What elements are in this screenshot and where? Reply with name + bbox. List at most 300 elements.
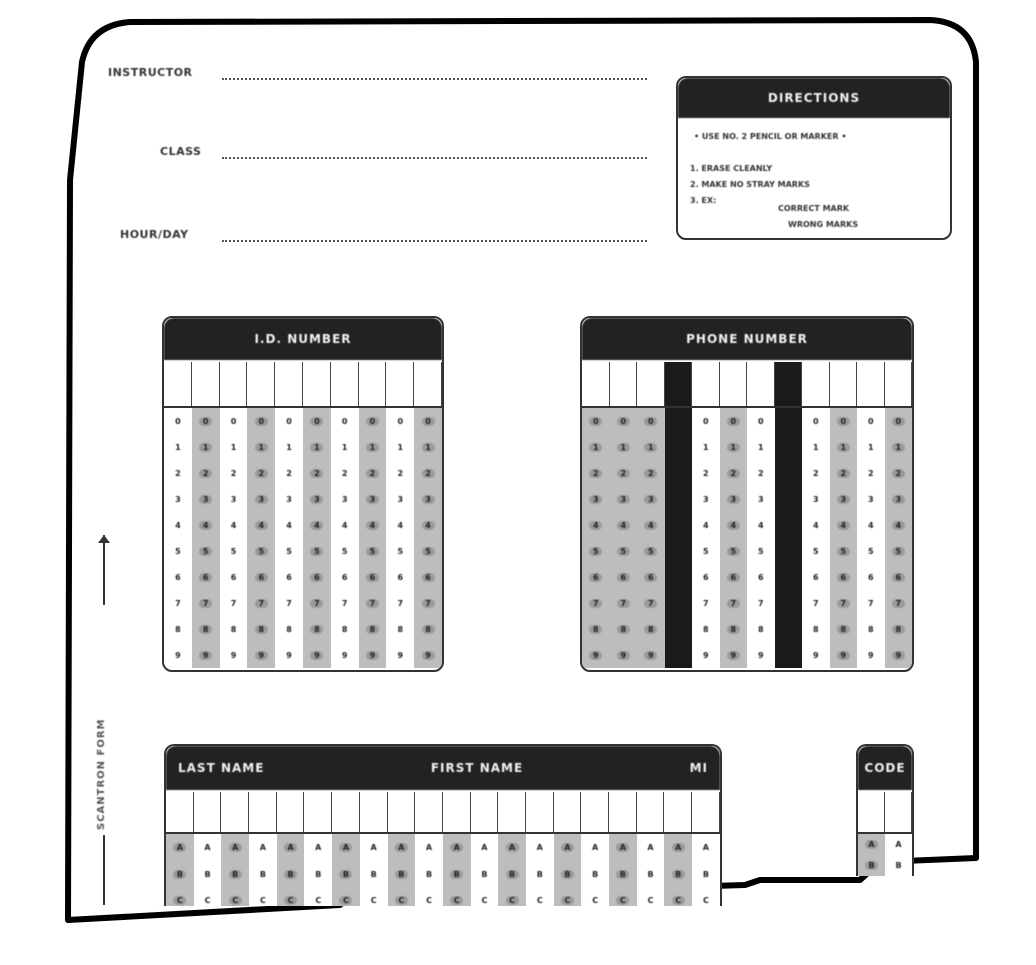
answer-bubble[interactable]: 7 xyxy=(275,590,303,616)
answer-bubble[interactable]: B xyxy=(471,861,499,888)
entry-box[interactable] xyxy=(554,792,582,832)
answer-bubble[interactable]: 9 xyxy=(720,642,748,668)
answer-bubble[interactable]: 8 xyxy=(747,616,775,642)
answer-bubble[interactable]: 4 xyxy=(692,512,720,538)
answer-bubble[interactable]: 2 xyxy=(331,460,359,486)
answer-bubble[interactable]: 2 xyxy=(386,460,414,486)
answer-bubble[interactable]: B xyxy=(858,855,885,876)
answer-bubble[interactable]: C xyxy=(194,887,222,906)
answer-bubble[interactable]: A xyxy=(415,834,443,861)
answer-bubble[interactable]: 6 xyxy=(637,564,665,590)
answer-bubble[interactable]: 0 xyxy=(885,408,913,434)
entry-box[interactable] xyxy=(720,362,748,406)
answer-bubble[interactable]: 5 xyxy=(386,538,414,564)
answer-bubble[interactable]: B xyxy=(554,861,582,888)
entry-box[interactable] xyxy=(303,362,331,406)
answer-bubble[interactable]: 4 xyxy=(303,512,331,538)
answer-bubble[interactable]: 9 xyxy=(414,642,442,668)
answer-bubble[interactable]: A xyxy=(609,834,637,861)
answer-bubble[interactable]: 8 xyxy=(275,616,303,642)
entry-box[interactable] xyxy=(747,362,775,406)
answer-bubble[interactable]: 6 xyxy=(720,564,748,590)
answer-bubble[interactable]: 8 xyxy=(720,616,748,642)
answer-bubble[interactable]: 2 xyxy=(164,460,192,486)
answer-bubble[interactable]: 4 xyxy=(275,512,303,538)
answer-bubble[interactable]: B xyxy=(332,861,360,888)
entry-box[interactable] xyxy=(415,792,443,832)
answer-bubble[interactable]: 7 xyxy=(692,590,720,616)
answer-bubble[interactable]: 0 xyxy=(192,408,220,434)
answer-bubble[interactable]: 5 xyxy=(192,538,220,564)
answer-bubble[interactable]: 4 xyxy=(582,512,610,538)
entry-box[interactable] xyxy=(858,792,885,832)
answer-bubble[interactable]: 1 xyxy=(275,434,303,460)
answer-bubble[interactable]: 2 xyxy=(720,460,748,486)
entry-box[interactable] xyxy=(581,792,609,832)
answer-bubble[interactable]: A xyxy=(360,834,388,861)
answer-bubble[interactable]: A xyxy=(166,834,194,861)
answer-bubble[interactable]: B xyxy=(249,861,277,888)
entry-box[interactable] xyxy=(166,792,194,832)
answer-bubble[interactable]: 6 xyxy=(192,564,220,590)
entry-box[interactable] xyxy=(221,792,249,832)
answer-bubble[interactable]: 7 xyxy=(857,590,885,616)
answer-bubble[interactable]: 6 xyxy=(220,564,248,590)
answer-bubble[interactable]: 8 xyxy=(414,616,442,642)
answer-bubble[interactable]: 3 xyxy=(610,486,638,512)
answer-bubble[interactable]: 1 xyxy=(720,434,748,460)
answer-bubble[interactable]: 5 xyxy=(692,538,720,564)
answer-bubble[interactable]: 7 xyxy=(414,590,442,616)
answer-bubble[interactable]: C xyxy=(221,887,249,906)
answer-bubble[interactable]: 2 xyxy=(359,460,387,486)
answer-bubble[interactable]: 1 xyxy=(220,434,248,460)
answer-bubble[interactable]: 5 xyxy=(164,538,192,564)
answer-bubble[interactable]: 8 xyxy=(192,616,220,642)
answer-bubble[interactable]: 5 xyxy=(857,538,885,564)
answer-bubble[interactable]: B xyxy=(443,861,471,888)
answer-bubble[interactable]: 1 xyxy=(802,434,830,460)
answer-bubble[interactable]: 2 xyxy=(830,460,858,486)
answer-bubble[interactable]: 0 xyxy=(720,408,748,434)
answer-bubble[interactable]: 5 xyxy=(637,538,665,564)
answer-bubble[interactable]: 1 xyxy=(386,434,414,460)
answer-bubble[interactable]: 9 xyxy=(331,642,359,668)
answer-bubble[interactable]: 5 xyxy=(414,538,442,564)
answer-bubble[interactable]: 4 xyxy=(359,512,387,538)
answer-bubble[interactable]: B xyxy=(388,861,416,888)
answer-bubble[interactable]: A xyxy=(692,834,720,861)
answer-bubble[interactable]: C xyxy=(277,887,305,906)
answer-bubble[interactable]: 9 xyxy=(386,642,414,668)
answer-bubble[interactable]: 9 xyxy=(220,642,248,668)
answer-bubble[interactable]: 0 xyxy=(220,408,248,434)
answer-bubble[interactable]: 4 xyxy=(192,512,220,538)
answer-bubble[interactable]: 8 xyxy=(857,616,885,642)
answer-bubble[interactable]: 6 xyxy=(414,564,442,590)
answer-bubble[interactable]: 2 xyxy=(247,460,275,486)
instructor-field[interactable] xyxy=(222,78,647,80)
answer-bubble[interactable]: 2 xyxy=(414,460,442,486)
answer-bubble[interactable]: B xyxy=(637,861,665,888)
answer-bubble[interactable]: 8 xyxy=(582,616,610,642)
answer-bubble[interactable]: 9 xyxy=(692,642,720,668)
answer-bubble[interactable]: 0 xyxy=(692,408,720,434)
answer-bubble[interactable]: 1 xyxy=(857,434,885,460)
entry-box[interactable] xyxy=(331,362,359,406)
entry-box[interactable] xyxy=(192,362,220,406)
answer-bubble[interactable]: 3 xyxy=(247,486,275,512)
answer-bubble[interactable]: 3 xyxy=(359,486,387,512)
entry-box[interactable] xyxy=(637,792,665,832)
answer-bubble[interactable]: 7 xyxy=(247,590,275,616)
answer-bubble[interactable]: 5 xyxy=(331,538,359,564)
entry-box[interactable] xyxy=(471,792,499,832)
answer-bubble[interactable]: 1 xyxy=(164,434,192,460)
answer-bubble[interactable]: A xyxy=(304,834,332,861)
answer-bubble[interactable]: 5 xyxy=(885,538,913,564)
answer-bubble[interactable]: A xyxy=(664,834,692,861)
answer-bubble[interactable]: 8 xyxy=(692,616,720,642)
entry-box[interactable] xyxy=(443,792,471,832)
answer-bubble[interactable]: 7 xyxy=(303,590,331,616)
answer-bubble[interactable]: 8 xyxy=(303,616,331,642)
hour-day-field[interactable] xyxy=(222,240,647,242)
answer-bubble[interactable]: 5 xyxy=(610,538,638,564)
answer-bubble[interactable]: A xyxy=(388,834,416,861)
class-field[interactable] xyxy=(222,157,647,159)
answer-bubble[interactable]: A xyxy=(637,834,665,861)
answer-bubble[interactable]: 2 xyxy=(303,460,331,486)
answer-bubble[interactable]: 0 xyxy=(164,408,192,434)
answer-bubble[interactable]: 7 xyxy=(802,590,830,616)
answer-bubble[interactable]: 6 xyxy=(885,564,913,590)
answer-bubble[interactable]: 7 xyxy=(720,590,748,616)
answer-bubble[interactable]: C xyxy=(692,887,720,906)
answer-bubble[interactable]: 5 xyxy=(830,538,858,564)
answer-bubble[interactable]: 6 xyxy=(747,564,775,590)
entry-box[interactable] xyxy=(885,792,912,832)
answer-bubble[interactable]: 9 xyxy=(857,642,885,668)
answer-bubble[interactable]: 3 xyxy=(386,486,414,512)
answer-bubble[interactable]: 2 xyxy=(692,460,720,486)
answer-bubble[interactable]: C xyxy=(443,887,471,906)
entry-box[interactable] xyxy=(414,362,442,406)
answer-bubble[interactable]: 0 xyxy=(582,408,610,434)
answer-bubble[interactable]: 1 xyxy=(414,434,442,460)
answer-bubble[interactable]: 5 xyxy=(802,538,830,564)
entry-box[interactable] xyxy=(249,792,277,832)
entry-box[interactable] xyxy=(277,792,305,832)
answer-bubble[interactable]: 3 xyxy=(303,486,331,512)
answer-bubble[interactable]: 4 xyxy=(857,512,885,538)
entry-box[interactable] xyxy=(664,792,692,832)
answer-bubble[interactable]: 6 xyxy=(830,564,858,590)
answer-bubble[interactable]: 7 xyxy=(192,590,220,616)
answer-bubble[interactable]: 6 xyxy=(359,564,387,590)
answer-bubble[interactable]: 3 xyxy=(885,486,913,512)
answer-bubble[interactable]: 9 xyxy=(192,642,220,668)
answer-bubble[interactable]: 2 xyxy=(885,460,913,486)
answer-bubble[interactable]: 9 xyxy=(830,642,858,668)
answer-bubble[interactable]: 1 xyxy=(359,434,387,460)
answer-bubble[interactable]: 9 xyxy=(247,642,275,668)
answer-bubble[interactable]: 4 xyxy=(220,512,248,538)
answer-bubble[interactable]: 7 xyxy=(747,590,775,616)
answer-bubble[interactable]: C xyxy=(664,887,692,906)
answer-bubble[interactable]: 5 xyxy=(275,538,303,564)
answer-bubble[interactable]: A xyxy=(885,834,912,855)
answer-bubble[interactable]: C xyxy=(609,887,637,906)
answer-bubble[interactable]: 7 xyxy=(582,590,610,616)
answer-bubble[interactable]: 6 xyxy=(303,564,331,590)
answer-bubble[interactable]: 0 xyxy=(830,408,858,434)
entry-box[interactable] xyxy=(802,362,830,406)
answer-bubble[interactable]: C xyxy=(554,887,582,906)
answer-bubble[interactable]: C xyxy=(360,887,388,906)
answer-bubble[interactable]: B xyxy=(498,861,526,888)
answer-bubble[interactable]: C xyxy=(415,887,443,906)
answer-bubble[interactable]: 2 xyxy=(220,460,248,486)
answer-bubble[interactable]: 0 xyxy=(414,408,442,434)
answer-bubble[interactable]: 1 xyxy=(331,434,359,460)
answer-bubble[interactable]: 0 xyxy=(303,408,331,434)
answer-bubble[interactable]: B xyxy=(664,861,692,888)
answer-bubble[interactable]: 8 xyxy=(637,616,665,642)
entry-box[interactable] xyxy=(637,362,665,406)
answer-bubble[interactable]: 3 xyxy=(331,486,359,512)
answer-bubble[interactable]: A xyxy=(581,834,609,861)
answer-bubble[interactable]: 3 xyxy=(830,486,858,512)
answer-bubble[interactable]: 1 xyxy=(830,434,858,460)
answer-bubble[interactable]: B xyxy=(221,861,249,888)
answer-bubble[interactable]: 8 xyxy=(802,616,830,642)
answer-bubble[interactable]: 3 xyxy=(720,486,748,512)
answer-bubble[interactable]: 0 xyxy=(386,408,414,434)
answer-bubble[interactable]: 8 xyxy=(220,616,248,642)
entry-box[interactable] xyxy=(388,792,416,832)
answer-bubble[interactable]: C xyxy=(332,887,360,906)
answer-bubble[interactable]: 9 xyxy=(582,642,610,668)
answer-bubble[interactable]: 0 xyxy=(359,408,387,434)
answer-bubble[interactable]: 2 xyxy=(802,460,830,486)
answer-bubble[interactable]: 2 xyxy=(582,460,610,486)
answer-bubble[interactable]: 9 xyxy=(359,642,387,668)
answer-bubble[interactable]: 4 xyxy=(386,512,414,538)
entry-box[interactable] xyxy=(582,362,610,406)
answer-bubble[interactable]: B xyxy=(885,855,912,876)
answer-bubble[interactable]: 6 xyxy=(582,564,610,590)
answer-bubble[interactable]: A xyxy=(277,834,305,861)
answer-bubble[interactable]: 7 xyxy=(386,590,414,616)
answer-bubble[interactable]: 6 xyxy=(857,564,885,590)
answer-bubble[interactable]: 3 xyxy=(692,486,720,512)
answer-bubble[interactable]: 1 xyxy=(692,434,720,460)
answer-bubble[interactable]: 5 xyxy=(303,538,331,564)
answer-bubble[interactable]: A xyxy=(471,834,499,861)
answer-bubble[interactable]: 7 xyxy=(359,590,387,616)
answer-bubble[interactable]: 9 xyxy=(637,642,665,668)
answer-bubble[interactable]: B xyxy=(581,861,609,888)
answer-bubble[interactable]: B xyxy=(526,861,554,888)
answer-bubble[interactable]: 5 xyxy=(747,538,775,564)
answer-bubble[interactable]: 7 xyxy=(885,590,913,616)
answer-bubble[interactable]: 1 xyxy=(885,434,913,460)
answer-bubble[interactable]: A xyxy=(526,834,554,861)
answer-bubble[interactable]: 3 xyxy=(414,486,442,512)
answer-bubble[interactable]: 6 xyxy=(275,564,303,590)
entry-box[interactable] xyxy=(692,362,720,406)
answer-bubble[interactable]: 4 xyxy=(747,512,775,538)
answer-bubble[interactable]: 9 xyxy=(303,642,331,668)
answer-bubble[interactable]: A xyxy=(332,834,360,861)
entry-box[interactable] xyxy=(692,792,720,832)
answer-bubble[interactable]: 9 xyxy=(610,642,638,668)
answer-bubble[interactable]: 3 xyxy=(857,486,885,512)
entry-box[interactable] xyxy=(304,792,332,832)
answer-bubble[interactable]: 2 xyxy=(610,460,638,486)
answer-bubble[interactable]: C xyxy=(166,887,194,906)
answer-bubble[interactable]: 3 xyxy=(275,486,303,512)
answer-bubble[interactable]: 4 xyxy=(830,512,858,538)
answer-bubble[interactable]: 7 xyxy=(610,590,638,616)
answer-bubble[interactable]: 3 xyxy=(192,486,220,512)
entry-box[interactable] xyxy=(775,362,803,406)
answer-bubble[interactable]: 6 xyxy=(802,564,830,590)
answer-bubble[interactable]: A xyxy=(498,834,526,861)
answer-bubble[interactable]: 3 xyxy=(164,486,192,512)
answer-bubble[interactable]: 1 xyxy=(637,434,665,460)
answer-bubble[interactable]: 4 xyxy=(802,512,830,538)
answer-bubble[interactable]: 4 xyxy=(637,512,665,538)
answer-bubble[interactable]: 1 xyxy=(582,434,610,460)
answer-bubble[interactable]: C xyxy=(388,887,416,906)
answer-bubble[interactable]: 5 xyxy=(582,538,610,564)
answer-bubble[interactable]: 8 xyxy=(885,616,913,642)
entry-box[interactable] xyxy=(386,362,414,406)
entry-box[interactable] xyxy=(164,362,192,406)
answer-bubble[interactable]: 8 xyxy=(386,616,414,642)
answer-bubble[interactable]: C xyxy=(581,887,609,906)
answer-bubble[interactable]: A xyxy=(249,834,277,861)
answer-bubble[interactable]: 6 xyxy=(331,564,359,590)
answer-bubble[interactable]: 8 xyxy=(359,616,387,642)
answer-bubble[interactable]: 2 xyxy=(637,460,665,486)
answer-bubble[interactable]: 2 xyxy=(275,460,303,486)
answer-bubble[interactable]: 7 xyxy=(637,590,665,616)
entry-box[interactable] xyxy=(498,792,526,832)
answer-bubble[interactable]: 8 xyxy=(247,616,275,642)
answer-bubble[interactable]: 7 xyxy=(830,590,858,616)
answer-bubble[interactable]: 4 xyxy=(720,512,748,538)
answer-bubble[interactable]: 9 xyxy=(885,642,913,668)
answer-bubble[interactable]: 7 xyxy=(331,590,359,616)
answer-bubble[interactable]: 2 xyxy=(192,460,220,486)
answer-bubble[interactable]: 8 xyxy=(610,616,638,642)
answer-bubble[interactable]: A xyxy=(858,834,885,855)
answer-bubble[interactable]: B xyxy=(277,861,305,888)
answer-bubble[interactable]: 9 xyxy=(275,642,303,668)
entry-box[interactable] xyxy=(526,792,554,832)
answer-bubble[interactable]: A xyxy=(554,834,582,861)
answer-bubble[interactable]: 8 xyxy=(164,616,192,642)
entry-box[interactable] xyxy=(830,362,858,406)
entry-box[interactable] xyxy=(194,792,222,832)
answer-bubble[interactable]: 0 xyxy=(275,408,303,434)
answer-bubble[interactable]: 5 xyxy=(359,538,387,564)
answer-bubble[interactable]: 1 xyxy=(747,434,775,460)
entry-box[interactable] xyxy=(610,362,638,406)
answer-bubble[interactable]: B xyxy=(194,861,222,888)
answer-bubble[interactable]: 1 xyxy=(610,434,638,460)
answer-bubble[interactable]: 6 xyxy=(692,564,720,590)
answer-bubble[interactable]: 3 xyxy=(802,486,830,512)
answer-bubble[interactable]: 2 xyxy=(857,460,885,486)
answer-bubble[interactable]: C xyxy=(249,887,277,906)
answer-bubble[interactable]: B xyxy=(360,861,388,888)
answer-bubble[interactable]: B xyxy=(166,861,194,888)
answer-bubble[interactable]: C xyxy=(637,887,665,906)
answer-bubble[interactable]: 7 xyxy=(220,590,248,616)
answer-bubble[interactable]: 3 xyxy=(220,486,248,512)
answer-bubble[interactable]: 5 xyxy=(247,538,275,564)
answer-bubble[interactable]: 0 xyxy=(247,408,275,434)
answer-bubble[interactable]: A xyxy=(194,834,222,861)
answer-bubble[interactable]: 9 xyxy=(747,642,775,668)
answer-bubble[interactable]: 1 xyxy=(303,434,331,460)
answer-bubble[interactable]: A xyxy=(221,834,249,861)
answer-bubble[interactable]: 5 xyxy=(720,538,748,564)
answer-bubble[interactable]: A xyxy=(443,834,471,861)
answer-bubble[interactable]: 4 xyxy=(164,512,192,538)
answer-bubble[interactable]: 9 xyxy=(802,642,830,668)
answer-bubble[interactable]: 9 xyxy=(164,642,192,668)
answer-bubble[interactable]: 0 xyxy=(637,408,665,434)
answer-bubble[interactable]: 8 xyxy=(830,616,858,642)
entry-box[interactable] xyxy=(332,792,360,832)
answer-bubble[interactable]: 0 xyxy=(802,408,830,434)
answer-bubble[interactable]: 4 xyxy=(331,512,359,538)
answer-bubble[interactable]: C xyxy=(526,887,554,906)
entry-box[interactable] xyxy=(359,362,387,406)
answer-bubble[interactable]: 6 xyxy=(386,564,414,590)
answer-bubble[interactable]: 0 xyxy=(331,408,359,434)
answer-bubble[interactable]: B xyxy=(415,861,443,888)
answer-bubble[interactable]: 4 xyxy=(610,512,638,538)
answer-bubble[interactable]: 4 xyxy=(247,512,275,538)
answer-bubble[interactable]: C xyxy=(304,887,332,906)
answer-bubble[interactable]: 0 xyxy=(857,408,885,434)
entry-box[interactable] xyxy=(857,362,885,406)
entry-box[interactable] xyxy=(275,362,303,406)
entry-box[interactable] xyxy=(247,362,275,406)
answer-bubble[interactable]: 6 xyxy=(164,564,192,590)
answer-bubble[interactable]: 3 xyxy=(747,486,775,512)
answer-bubble[interactable]: 3 xyxy=(637,486,665,512)
answer-bubble[interactable]: 4 xyxy=(414,512,442,538)
entry-box[interactable] xyxy=(360,792,388,832)
answer-bubble[interactable]: 0 xyxy=(610,408,638,434)
answer-bubble[interactable]: 1 xyxy=(192,434,220,460)
answer-bubble[interactable]: 4 xyxy=(885,512,913,538)
answer-bubble[interactable]: 0 xyxy=(747,408,775,434)
answer-bubble[interactable]: C xyxy=(498,887,526,906)
answer-bubble[interactable]: B xyxy=(609,861,637,888)
answer-bubble[interactable]: C xyxy=(471,887,499,906)
entry-box[interactable] xyxy=(665,362,693,406)
answer-bubble[interactable]: 1 xyxy=(247,434,275,460)
answer-bubble[interactable]: 7 xyxy=(164,590,192,616)
